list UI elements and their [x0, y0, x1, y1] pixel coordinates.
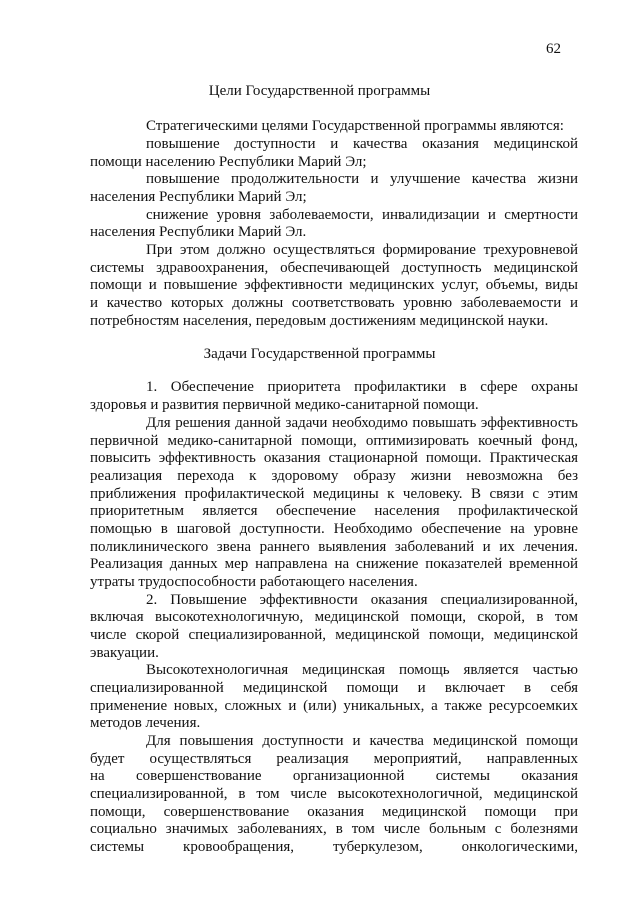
- text-line: реализация перехода к здоровому образу жизни невозможна без: [90, 468, 578, 484]
- text-line: поликлинического звена раннего выявления заболеваний и их лечения.: [90, 539, 578, 555]
- text-line: здоровья и развития первичной медико-санитарной помощи.: [90, 397, 479, 413]
- text-line: населения Республики Марий Эл;: [90, 189, 307, 205]
- text-line: Высокотехнологичная медицинская помощь является частью: [146, 662, 578, 678]
- text-line: 2. Повышение эффективности оказания специализированной,: [146, 592, 578, 608]
- text-line: методов лечения.: [90, 715, 201, 731]
- text-line: При этом должно осуществляться формирование трехуровневой: [146, 242, 578, 258]
- text-line: Стратегическими целями Государственной программы являются:: [146, 118, 564, 134]
- text-line: применение новых, сложных и (или) уникальных, а также ресурсоемких: [90, 698, 578, 714]
- text-line: населения Республики Марий Эл.: [90, 224, 307, 240]
- text-line: числе скорой специализированной, медицинской помощи, медицинской: [90, 627, 578, 643]
- text-line: помощи и повышение эффективности медицинских услуг, объемы, виды: [90, 277, 578, 293]
- text-line: помощи, совершенствование оказания медицинской помощи при: [90, 804, 578, 820]
- text-line: на совершенствование организационной системы оказания: [90, 768, 578, 784]
- text-line: эвакуации.: [90, 645, 159, 661]
- text-line: потребностям населения, передовым достижениям медицинской науки.: [90, 313, 549, 329]
- text-line: повышение доступности и качества оказания медицинской: [146, 136, 578, 152]
- text-line: Реализация данных мер направлена на снижение показателей временной: [90, 556, 578, 572]
- text-line: системы кровообращения, туберкулезом, онкологическими,: [90, 839, 578, 855]
- text-line: и качество которых должны соответствовать уровню заболеваемости и: [90, 295, 578, 311]
- text-line: специализированной медицинской помощи и включает в себя: [90, 680, 578, 696]
- text-line: утраты трудоспособности работающего населения.: [90, 574, 418, 590]
- text-line: первичной медико-санитарной помощи, оптимизировать коечный фонд,: [90, 433, 578, 449]
- text-line: помощью в шаговой доступности. Необходимо обеспечение на уровне: [90, 521, 578, 537]
- text-line: 1. Обеспечение приоритета профилактики в сфере охраны: [146, 379, 578, 395]
- text-line: социально значимых заболеваниях, в том числе больным с болезнями: [90, 821, 578, 837]
- text-line: приоритетным является обеспечение населения профилактической: [90, 503, 578, 519]
- text-line: помощи населению Республики Марий Эл;: [90, 154, 367, 170]
- text-line: приближения профилактической медицины к человеку. В связи с этим: [90, 486, 578, 502]
- text-line: системы здравоохранения, обеспечивающей доступность медицинской: [90, 260, 578, 276]
- text-line: специализированной, в том числе высокотехнологичной, медицинской: [90, 786, 578, 802]
- text-line: повысить эффективность оказания стационарной помощи. Практическая: [90, 450, 578, 466]
- text-line: включая высокотехнологичную, медицинской помощи, скорой, в том: [90, 609, 578, 625]
- section-heading-tasks: Задачи Государственной программы: [203, 346, 436, 362]
- text-line: Для решения данной задачи необходимо повышать эффективность: [146, 415, 578, 431]
- page-number: 62: [546, 41, 561, 57]
- text-line: снижение уровня заболеваемости, инвалидизации и смертности: [146, 207, 578, 223]
- text-line: повышение продолжительности и улучшение качества жизни: [146, 171, 578, 187]
- text-line: будет осуществляться реализация мероприятий, направленных: [90, 751, 578, 767]
- text-line: Для повышения доступности и качества медицинской помощи: [146, 733, 578, 749]
- section-heading-goals: Цели Государственной программы: [208, 83, 431, 99]
